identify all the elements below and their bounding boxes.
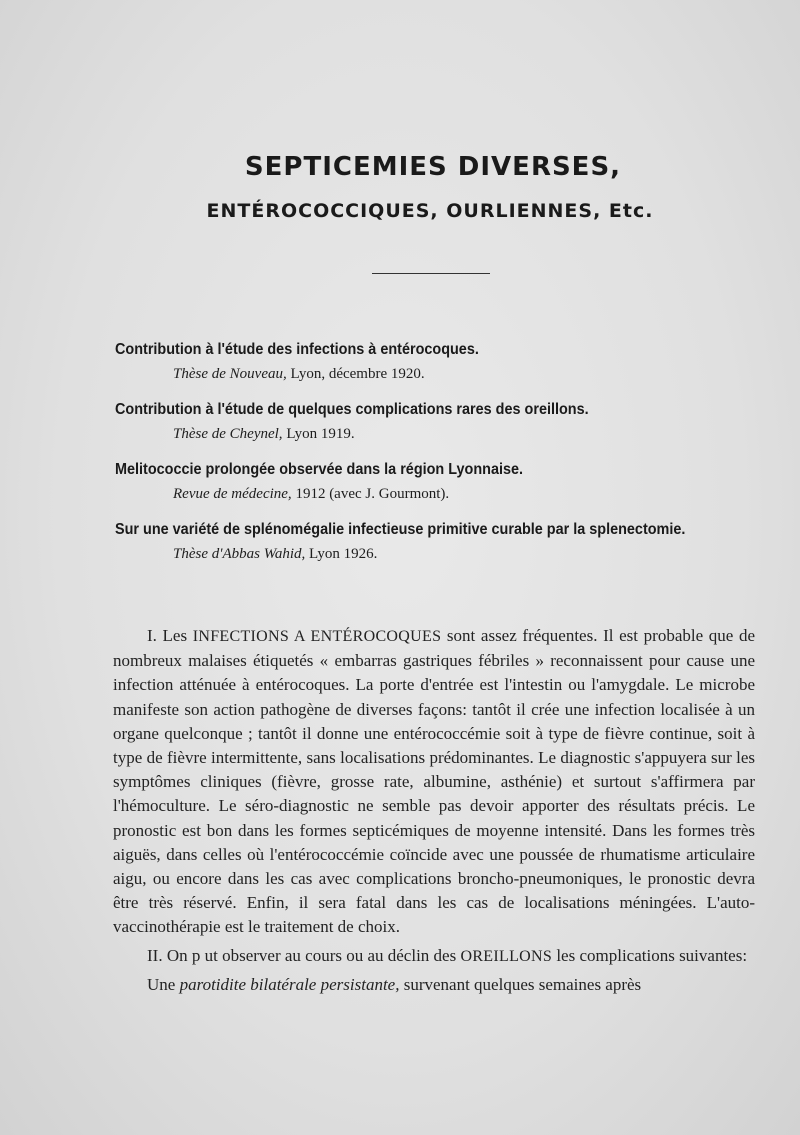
- reference-item: [115, 338, 765, 386]
- reference-source-italic: Thèse de Cheynel,: [173, 426, 283, 442]
- page-title: SEPTICEMIES DIVERSES,: [244, 152, 622, 182]
- paragraph-text: II. On p ut observer au cours ou au déclin des: [147, 945, 461, 965]
- reference-source: [115, 542, 765, 566]
- paragraph-text: sont assez fréquentes. Il est probable que de nombreux malaises étiquetés « embarras gastriques fébriles » reconnaissent pour cause une infection atténuée à entérocoques. La porte d'entrée est l'intestin ou l'amygdale. Le microbe manifeste son action pathogène de diverses façons: tantôt il crée une infection localisée à un organe quelconque ; tantôt il donne une entérococcémie soit à type de fièvre continue, soit à type de fièvre intermittente, sans localisations prédominantes. Le diagnostic s'appuyera sur les symptômes cliniques (fièvre, grosse rate, albumine, asthénie) et surtout s'affirmera par l'hémoculture. Le séro-diagnostic ne semble pas devoir apporter des résultats précis. Le pronostic est bon dans les formes septicémiques de moyenne intensité. Dans les formes très aiguës, dans celles où l'entérococcémie coïncide avec une poussée de rhumatisme articulaire aigu, ou encore dans les cas avec complications broncho-pneumoniques, le pronostic devra être très réservé. Enfin, il sera fatal dans les cas de localisations méningées. L'auto-vaccinothérapie est le traitement de choix.: [113, 626, 756, 937]
- reference-source-rest: Lyon 1926.: [305, 546, 378, 562]
- paragraph-text: les complications suivantes:: [552, 945, 748, 965]
- reference-item: [115, 518, 765, 566]
- reference-title: Contribution à l'étude de quelques complications rares des oreillons.: [115, 401, 589, 418]
- paragraph-caps: OREILLONS: [460, 947, 553, 965]
- reference-source-rest: Lyon, décembre 1920.: [286, 366, 425, 382]
- paragraph-text: survenant quelques semaines après: [399, 974, 642, 994]
- body-text: [113, 624, 755, 1001]
- divider: [372, 273, 490, 274]
- paragraph-italic: parotidite bilatérale persistante,: [179, 974, 400, 994]
- paragraph-oreillons: [113, 944, 755, 969]
- reference-title: Contribution à l'étude des infections à entérocoques.: [115, 341, 479, 358]
- paragraph-text: I. Les: [147, 626, 193, 645]
- reference-item: [115, 458, 765, 506]
- reference-item: [115, 398, 765, 446]
- page-subtitle: ENTÉROCOCCIQUES, OURLIENNES, Etc.: [206, 200, 654, 222]
- paragraph-text: Une: [147, 974, 180, 994]
- reference-source: [115, 422, 765, 446]
- paragraph-parotidite: [113, 973, 755, 997]
- reference-source-rest: 1912 (avec J. Gourmont).: [291, 486, 450, 502]
- paragraph-enterocoques: [113, 624, 755, 940]
- paragraph-caps: INFECTIONS A ENTÉROCOQUES: [192, 628, 442, 645]
- reference-source-italic: Revue de médecine,: [173, 486, 292, 502]
- reference-title: Melitococcie prolongée observée dans la région Lyonnaise.: [115, 461, 524, 478]
- reference-source: [115, 362, 765, 386]
- reference-list: [115, 338, 765, 578]
- reference-source: [115, 482, 765, 506]
- reference-source-italic: Thèse d'Abbas Wahid,: [173, 546, 306, 562]
- reference-source-rest: Lyon 1919.: [282, 426, 355, 442]
- reference-title: Sur une variété de splénomégalie infectieuse primitive curable par la splenectomie.: [115, 521, 686, 538]
- reference-source-italic: Thèse de Nouveau,: [173, 366, 287, 382]
